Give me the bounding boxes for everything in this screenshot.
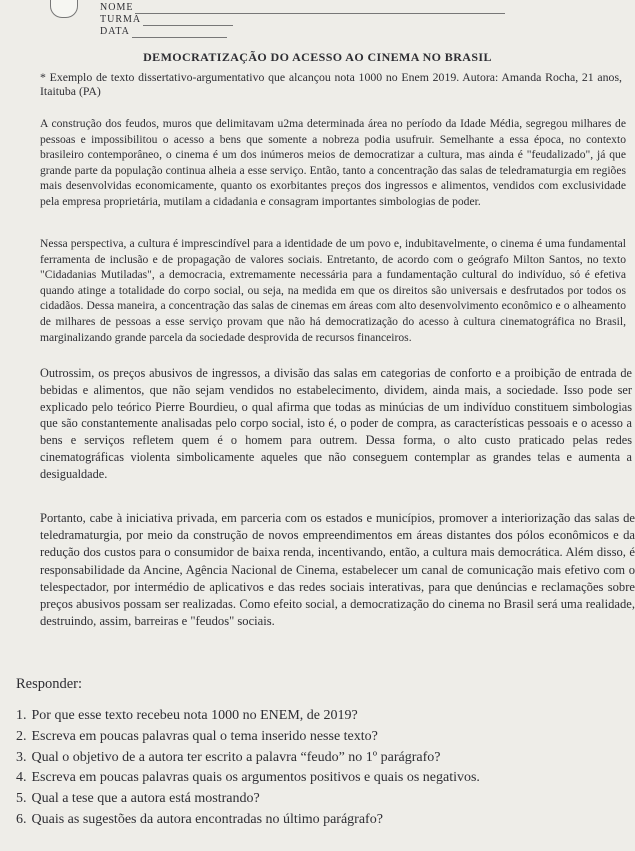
question-number: 2. bbox=[16, 728, 27, 744]
question-number: 3. bbox=[16, 749, 27, 765]
question-item bbox=[16, 810, 616, 831]
essay-paragraph-3: Outrossim, os preços abusivos de ingressos, a divisão das salas em categorias de conforto e a proibição de entrada de bebidas e alimentos, que não sejam vendidos no estabelecimento, dividem, ainda mais, a sociedade. Isso pode ser explicado pelo teórico Pierre Bourdieu, o qual afirma que todas as minúcias de um indivíduo constituem simbologias que são constantemente analisadas pelo corpo social, isto é, o poder de compra, as características pessoais e o acesso a bens e serviços refletem quem é o homem para outrem. Dessa forma, o alto custo praticado pelas redes cinematográficas violenta simbolicamente aqueles que não conseguem contemplar as grandes telas e aumenta a desigualdade. bbox=[40, 366, 632, 481]
date-label: DATA bbox=[100, 26, 130, 37]
name-label: NOME bbox=[100, 2, 134, 13]
question-item bbox=[16, 727, 616, 748]
date-line[interactable] bbox=[132, 28, 227, 38]
class-row bbox=[100, 14, 505, 26]
name-line[interactable] bbox=[135, 4, 505, 14]
date-row bbox=[100, 26, 505, 38]
question-item bbox=[16, 706, 616, 727]
essay-intro-note: * Exemplo de texto dissertativo-argumentativo que alcançou nota 1000 no Enem 2019. Autora: Amanda Rocha, 21 anos, Itaituba (PA) bbox=[40, 70, 622, 98]
question-text: Qual a tese que a autora está mostrando? bbox=[31, 791, 260, 807]
class-line[interactable] bbox=[143, 16, 233, 26]
essay-paragraph-2: Nessa perspectiva, a cultura é imprescindível para a identidade de um povo e, indubitavelmente, o cinema é uma fundamental ferramenta de inclusão e de propagação de valores sociais. Entretanto, de acordo com o geógrafo Milton Santos, no texto "Cidadanias Mutiladas", a democracia, extremamente necessária para a fundamentação cultural do indivíduo, só é efetiva quando atinge a totalidade do corpo social, ou seja, na medida em que os direitos são universais e desfrutados por todos os cidadãos. Dessa maneira, a concentração das salas de cinemas em áreas com alto desenvolvimento econômico e o alheamento de milhares de pessoas a esse serviço provam que não há democratização do acesso à cultura cinematográfica no Brasil, marginalizando grande parcela da sociedade desprovida de recursos financeiros. bbox=[40, 237, 626, 344]
question-number: 1. bbox=[16, 708, 27, 723]
question-number: 5. bbox=[16, 791, 27, 807]
question-item bbox=[16, 748, 616, 769]
question-item bbox=[16, 789, 616, 810]
question-list bbox=[16, 706, 616, 831]
name-row bbox=[100, 2, 505, 14]
question-text: Escreva em poucas palavras qual o tema inserido nesse texto? bbox=[31, 728, 378, 744]
essay-paragraph-1: A construção dos feudos, muros que delimitavam u2ma determinada área no período da Idade Média, segregou milhares de pessoas e impossibilitou o acesso a bens que somente a nobreza podia usufruir. Semelhante a essa época, no contexto brasileiro contemporâneo, o cinema é um dos inúmeros meios de democratizar a cultura, mas ainda é "feudalizado", já que grande parte da população continua alheia a esse serviço. Então, tanto a concentração das salas de teledramaturgia em regiões mais desenvolvidas economicamente, quanto os exorbitantes preços dos ingressos e alimentos, vendidos com exclusividade pela empresa proprietária, mutilam a cidadania e consagram importantes simbologias de poder. bbox=[40, 117, 626, 208]
question-item bbox=[16, 768, 616, 789]
question-text: Qual o objetivo de a autora ter escrito a palavra “feudo” no 1º parágrafo? bbox=[31, 749, 441, 765]
question-text: Escreva em poucas palavras quais os argumentos positivos e quais os negativos. bbox=[31, 770, 480, 786]
question-number: 4. bbox=[16, 770, 27, 786]
school-logo bbox=[50, 0, 78, 18]
essay-paragraph-4: Portanto, cabe à iniciativa privada, em parceria com os estados e municípios, promover a interiorização das salas de teledramaturgia, por meio da construção de novos empreendimentos em áreas distantes dos pólos econômicos e da redução dos custos para o consumidor de baixa renda, incentivando, então, a cultura mais democrática. Além disso, é responsabilidade da Ancine, Agência Nacional de Cinema, estabelecer um canal de comunicação mais efetivo com o telespectador, por intermédio de aplicativos e das redes sociais interativas, para que denúncias e reclamações sobre preços abusivos possam ser realizadas. Como efeito social, a democratização do cinema no Brasil será uma realidade, destruindo, assim, barreiras e "feudos" sociais. bbox=[40, 511, 635, 629]
question-number: 6. bbox=[16, 811, 27, 827]
question-text: Por que esse texto recebeu nota 1000 no ENEM, de 2019? bbox=[31, 708, 358, 723]
question-text: Quais as sugestões da autora encontradas no último parágrafo? bbox=[31, 811, 383, 827]
student-header bbox=[100, 2, 505, 38]
essay-title: DEMOCRATIZAÇÃO DO ACESSO AO CINEMA NO BRASIL bbox=[143, 50, 492, 64]
class-label: TURMA bbox=[100, 14, 142, 25]
responder-heading: Responder: bbox=[16, 676, 83, 692]
